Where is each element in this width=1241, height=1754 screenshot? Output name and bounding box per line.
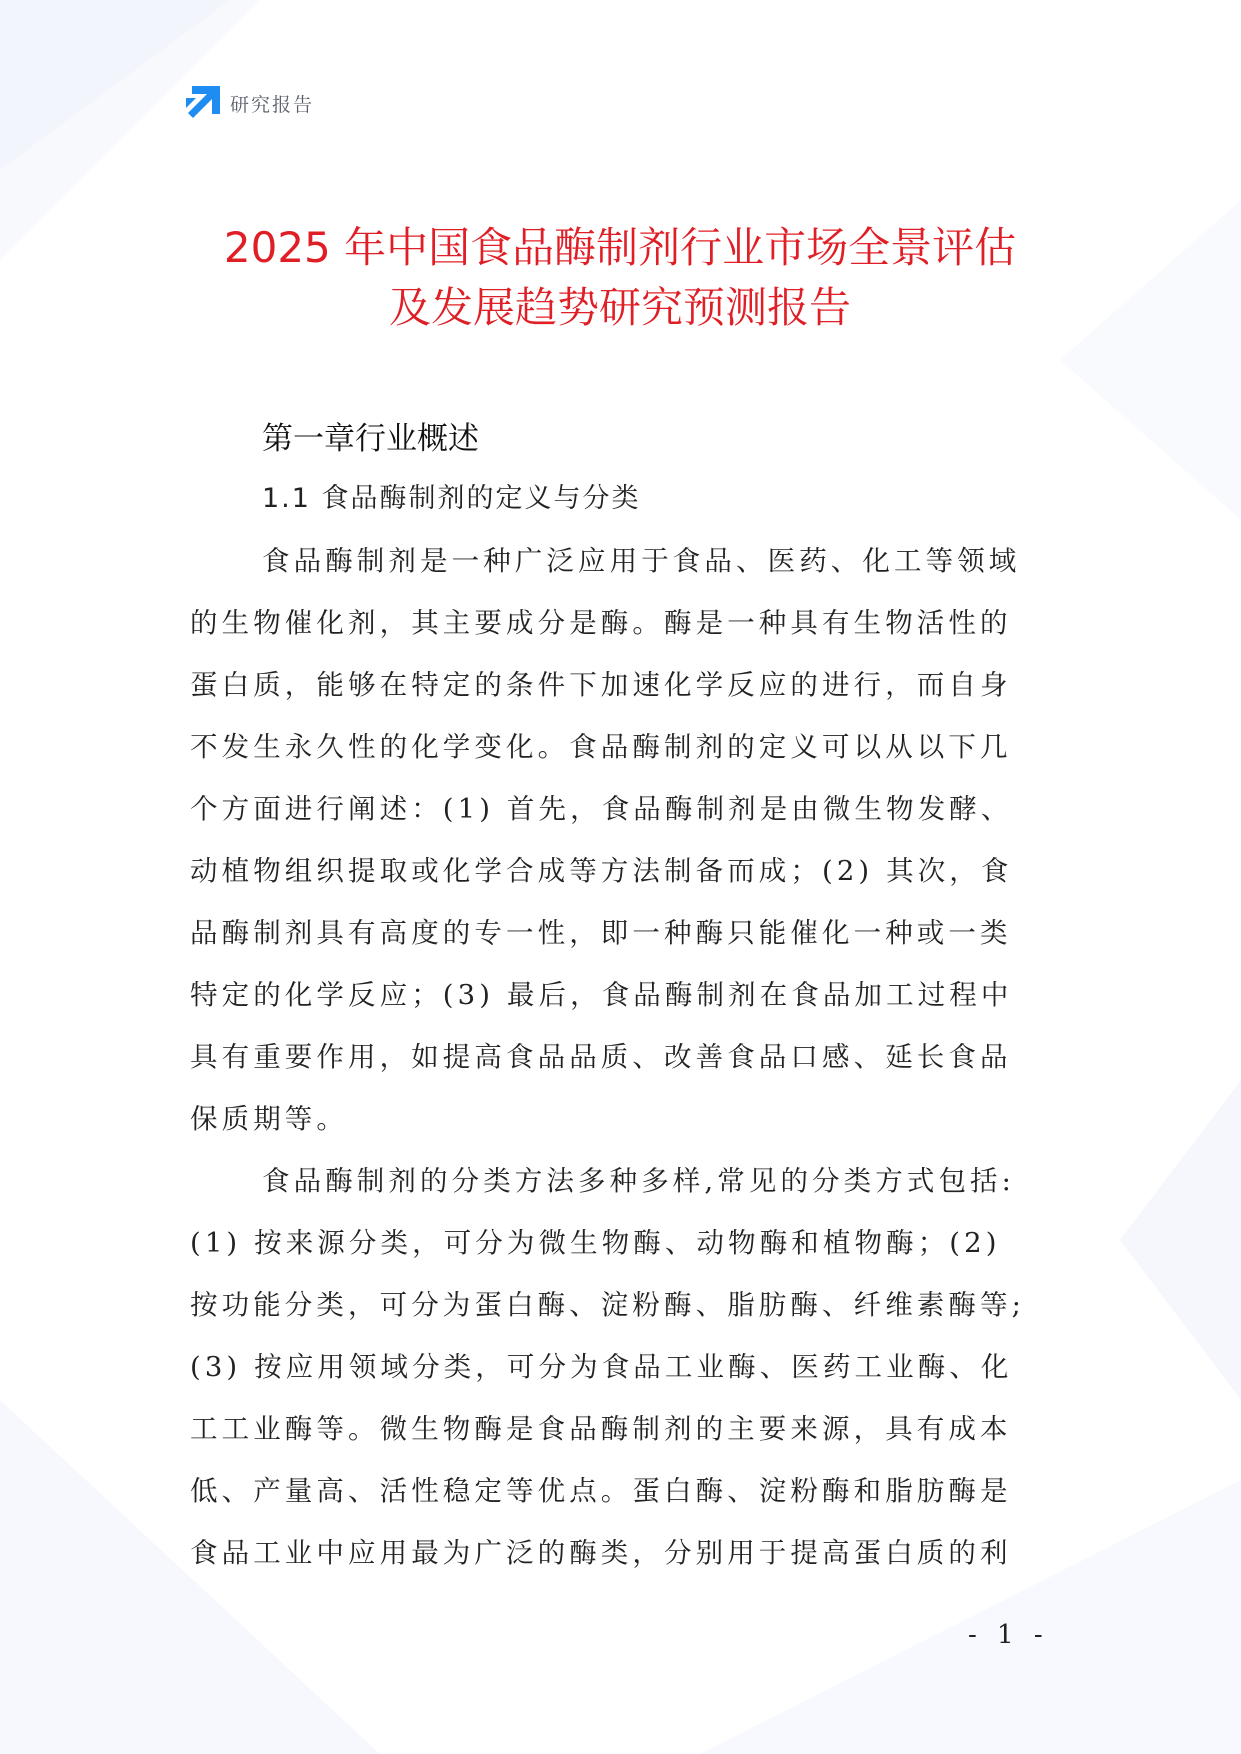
section-heading: 1.1 食品酶制剂的定义与分类 bbox=[262, 483, 641, 514]
paragraph-line: 特定的化学反应；(3) 最后，食品酶制剂在食品加工过程中 bbox=[190, 979, 1013, 1011]
paragraph-line: 具有重要作用，如提高食品品质、改善食品口感、延长食品 bbox=[190, 1041, 1012, 1073]
paragraph-line: 的生物催化剂，其主要成分是酶。酶是一种具有生物活性的 bbox=[190, 607, 1012, 639]
paragraph-line: 食品酶制剂的分类方法多种多样,常见的分类方式包括: bbox=[262, 1165, 1016, 1197]
report-header bbox=[186, 86, 314, 120]
paragraph-line: 动植物组织提取或化学合成等方法制备而成；(2) 其次，食 bbox=[190, 855, 1013, 887]
paragraph-line: 个方面进行阐述：(1) 首先，食品酶制剂是由微生物发酵、 bbox=[190, 793, 1013, 825]
paragraph-line: 食品酶制剂是一种广泛应用于食品、医药、化工等领域 bbox=[262, 545, 1021, 577]
paragraph-definition bbox=[190, 530, 1050, 1150]
header-label: 研究报告 bbox=[230, 93, 315, 116]
title-line-1: 2025 年中国食品酶制剂行业市场全景评估 bbox=[223, 223, 1017, 272]
paragraph-line: (3) 按应用领域分类，可分为食品工业酶、医药工业酶、化 bbox=[190, 1351, 1013, 1383]
paragraph-line: 不发生永久性的化学变化。食品酶制剂的定义可以从以下几 bbox=[190, 731, 1012, 763]
page-number: - 1 - bbox=[968, 1620, 1049, 1650]
paragraph-classification bbox=[190, 1150, 1050, 1584]
paragraph-line: 低、产量高、活性稳定等优点。蛋白酶、淀粉酶和脂肪酶是 bbox=[190, 1475, 1012, 1507]
document-body bbox=[190, 410, 1050, 1584]
arrow-up-right-icon bbox=[186, 86, 220, 120]
paragraph-line: (1) 按来源分类，可分为微生物酶、动物酶和植物酶；(2) bbox=[190, 1227, 1001, 1259]
paragraph-line: 按功能分类，可分为蛋白酶、淀粉酶、脂肪酶、纤维素酶等; bbox=[190, 1289, 1025, 1321]
report-title bbox=[120, 218, 1120, 338]
chapter-heading: 第一章行业概述 bbox=[262, 421, 479, 457]
paragraph-line: 品酶制剂具有高度的专一性，即一种酶只能催化一种或一类 bbox=[190, 917, 1012, 949]
paragraph-line: 蛋白质，能够在特定的条件下加速化学反应的进行，而自身 bbox=[190, 669, 1012, 701]
paragraph-line: 保质期等。 bbox=[190, 1103, 348, 1135]
title-line-2: 及发展趋势研究预测报告 bbox=[388, 283, 851, 332]
paragraph-line: 食品工业中应用最为广泛的酶类，分别用于提高蛋白质的利 bbox=[190, 1537, 1012, 1569]
paragraph-line: 工工业酶等。微生物酶是食品酶制剂的主要来源，具有成本 bbox=[190, 1413, 1012, 1445]
